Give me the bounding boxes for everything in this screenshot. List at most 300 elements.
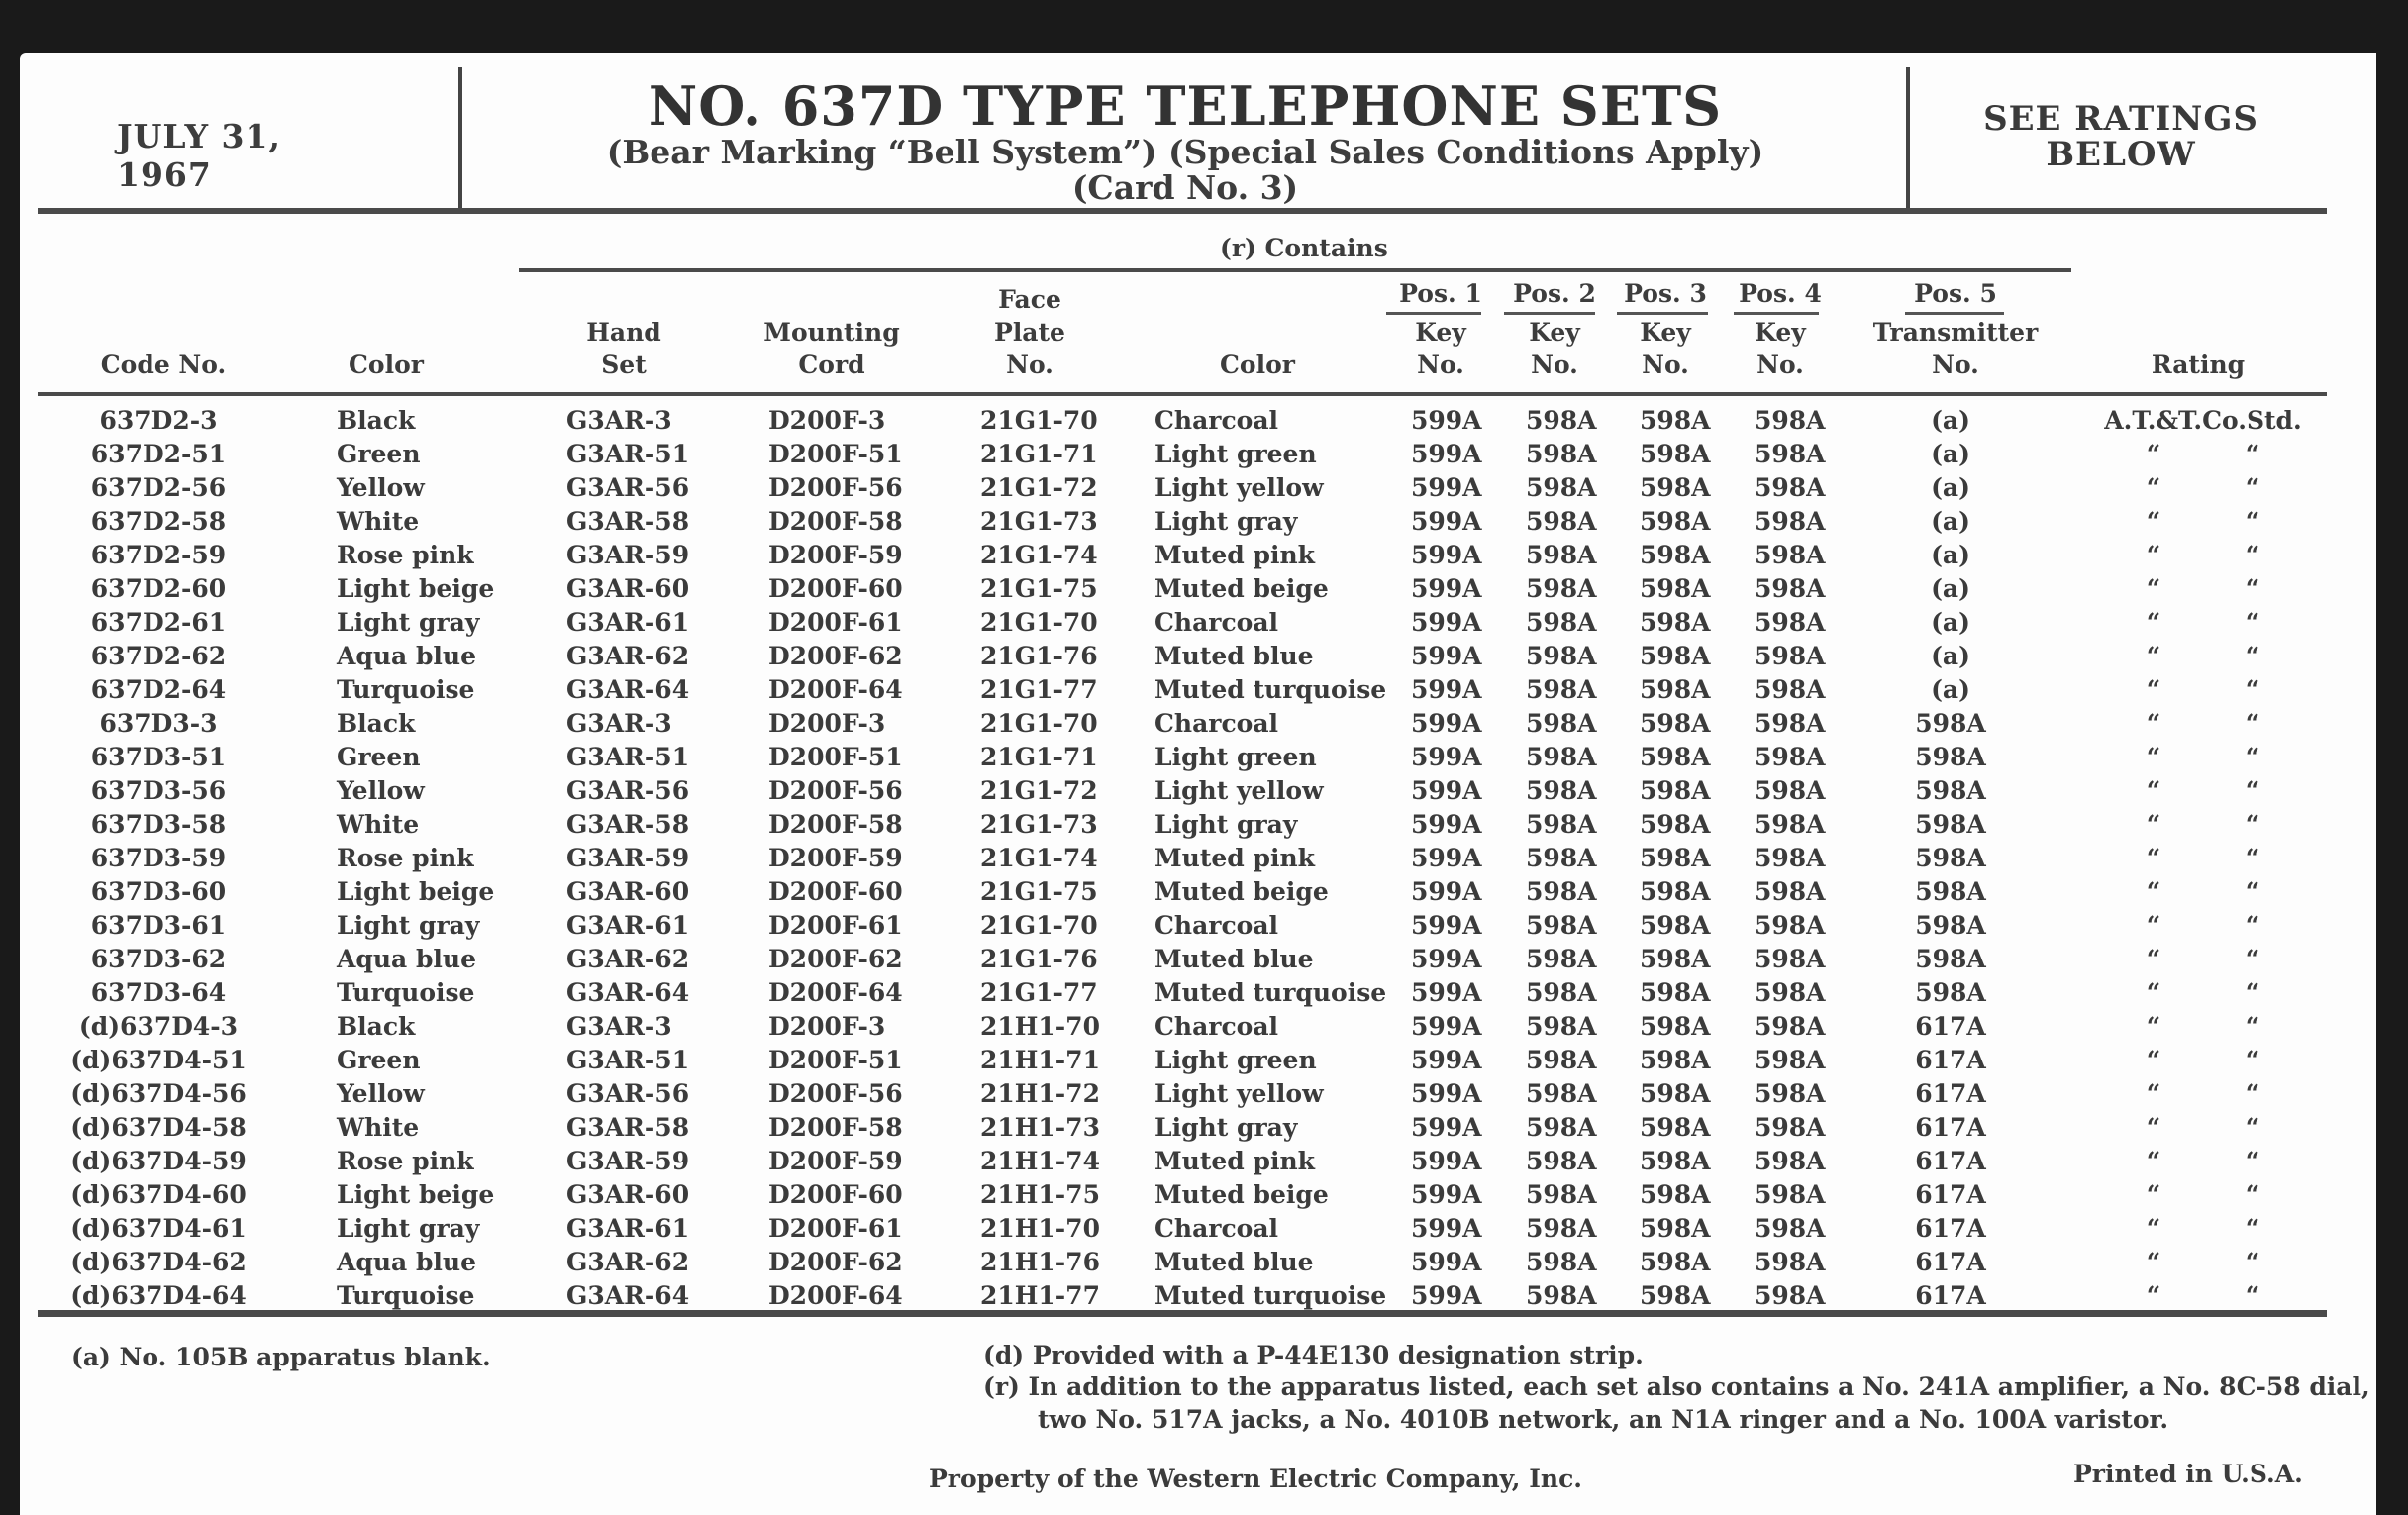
table-row — [0, 1012, 2408, 1046]
cell-pos1-key: 599A — [1411, 574, 1482, 603]
cell-rating — [2089, 877, 2317, 906]
ditto-mark: “ — [2245, 945, 2260, 973]
cell-pos2-key: 598A — [1526, 1147, 1597, 1175]
cell-face-plate-no: 21H1-77 — [980, 1281, 1100, 1310]
ditto-mark: “ — [2245, 1046, 2260, 1074]
ditto-mark: “ — [2146, 1281, 2161, 1310]
cell-code-no: 637D3-60 — [90, 877, 227, 906]
cell-pos1-key: 599A — [1411, 1079, 1482, 1108]
cell-set-color: Green — [337, 1046, 421, 1074]
cell-rating — [2089, 1180, 2317, 1209]
subtitle-line2: (Card No. 3) — [1071, 168, 1299, 207]
cell-mounting-cord: D200F-64 — [768, 978, 903, 1007]
cell-pos2-key: 598A — [1526, 1113, 1597, 1142]
col-header-pos2-label: Pos. 2 — [1513, 279, 1596, 308]
cell-pos1-key: 599A — [1411, 810, 1482, 839]
header-divider-left — [458, 67, 462, 210]
cell-code-no: 637D2-51 — [90, 440, 227, 468]
cell-face-plate-color: Muted blue — [1154, 945, 1314, 973]
cell-pos3-key: 598A — [1640, 1113, 1711, 1142]
cell-pos5-transmitter: 598A — [1915, 945, 1986, 973]
cell-hand-set: G3AR-64 — [566, 675, 690, 704]
cell-pos5-transmitter: 617A — [1915, 1046, 1986, 1074]
col-header-pos5 — [1871, 277, 2040, 381]
cell-pos2-key: 598A — [1526, 574, 1597, 603]
cell-rating — [2089, 1046, 2317, 1074]
cell-face-plate-no: 21G1-75 — [980, 877, 1098, 906]
cell-pos2-key: 598A — [1526, 1180, 1597, 1209]
cell-rating — [2089, 675, 2317, 704]
cell-pos5-transmitter: 617A — [1915, 1147, 1986, 1175]
cell-pos5-transmitter: 617A — [1915, 1113, 1986, 1142]
cell-pos3-key: 598A — [1640, 574, 1711, 603]
col-header-pos3-line3: No. — [1642, 351, 1689, 379]
cell-face-plate-no: 21G1-74 — [980, 844, 1098, 872]
cell-hand-set: G3AR-62 — [566, 642, 690, 670]
cell-face-plate-color: Muted pink — [1154, 844, 1315, 872]
ditto-mark: “ — [2146, 1180, 2161, 1209]
col-header-pos4 — [1731, 277, 1830, 381]
ditto-mark: “ — [2245, 1214, 2260, 1243]
ditto-mark: “ — [2146, 877, 2161, 906]
table-header-rule — [38, 392, 2327, 396]
cell-hand-set: G3AR-62 — [566, 1248, 690, 1276]
cell-pos4-key: 598A — [1755, 776, 1826, 805]
table-row — [0, 877, 2408, 911]
cell-pos5-transmitter: (a) — [1931, 574, 1970, 603]
cell-mounting-cord: D200F-3 — [768, 406, 886, 435]
cell-mounting-cord: D200F-51 — [768, 440, 903, 468]
cell-pos5-transmitter: 598A — [1915, 776, 1986, 805]
cell-set-color: Rose pink — [337, 1147, 474, 1175]
table-bottom-rule — [38, 1310, 2327, 1317]
card-date: JULY 31, 1967 — [117, 117, 281, 194]
cell-pos4-key: 598A — [1755, 743, 1826, 771]
col-header-pos1-label: Pos. 1 — [1399, 279, 1482, 308]
col-header-code-text: Code No. — [100, 351, 227, 379]
cell-face-plate-no: 21G1-70 — [980, 709, 1098, 738]
cell-pos4-key: 598A — [1755, 1113, 1826, 1142]
pos4-rule — [1734, 312, 1819, 315]
cell-face-plate-color: Muted turquoise — [1154, 1281, 1387, 1310]
cell-pos1-key: 599A — [1411, 911, 1482, 940]
cell-hand-set: G3AR-56 — [566, 473, 690, 502]
cell-pos4-key: 598A — [1755, 709, 1826, 738]
col-header-face-color — [1198, 349, 1317, 381]
cell-rating — [2089, 911, 2317, 940]
cell-pos2-key: 598A — [1526, 1012, 1597, 1041]
ditto-mark: “ — [2245, 574, 2260, 603]
cell-hand-set: G3AR-51 — [566, 743, 690, 771]
cell-rating — [2089, 776, 2317, 805]
col-header-rating-text: Rating — [2151, 351, 2246, 379]
cell-code-no: 637D3-58 — [90, 810, 227, 839]
cell-pos1-key: 599A — [1411, 978, 1482, 1007]
table-row — [0, 911, 2408, 945]
cell-set-color: Light beige — [337, 877, 495, 906]
ditto-mark: “ — [2146, 945, 2161, 973]
ditto-mark: “ — [2146, 1012, 2161, 1041]
cell-face-plate-color: Muted pink — [1154, 1147, 1315, 1175]
table-row — [0, 1113, 2408, 1147]
cell-face-plate-color: Charcoal — [1154, 709, 1279, 738]
cell-face-plate-color: Muted blue — [1154, 1248, 1314, 1276]
cell-pos1-key: 599A — [1411, 743, 1482, 771]
cell-pos2-key: 598A — [1526, 406, 1597, 435]
cell-code-no: 637D2-58 — [90, 507, 227, 536]
cell-mounting-cord: D200F-61 — [768, 1214, 903, 1243]
cell-pos4-key: 598A — [1755, 1281, 1826, 1310]
ditto-mark: “ — [2245, 1180, 2260, 1209]
cell-pos3-key: 598A — [1640, 1248, 1711, 1276]
cell-hand-set: G3AR-3 — [566, 1012, 672, 1041]
cell-face-plate-color: Charcoal — [1154, 1012, 1279, 1041]
cell-pos2-key: 598A — [1526, 608, 1597, 637]
cell-pos1-key: 599A — [1411, 406, 1482, 435]
ditto-mark: “ — [2245, 844, 2260, 872]
cell-rating — [2089, 743, 2317, 771]
cell-hand-set: G3AR-3 — [566, 406, 672, 435]
table-row — [0, 1079, 2408, 1113]
cell-code-no: 637D2-3 — [99, 406, 218, 435]
cell-mounting-cord: D200F-51 — [768, 743, 903, 771]
cell-pos3-key: 598A — [1640, 1079, 1711, 1108]
ditto-mark: “ — [2245, 978, 2260, 1007]
cell-pos4-key: 598A — [1755, 675, 1826, 704]
ratings-note-line2: BELOW — [2046, 135, 2196, 174]
cell-pos5-transmitter: 617A — [1915, 1281, 1986, 1310]
cell-pos5-transmitter: 617A — [1915, 1214, 1986, 1243]
cell-code-no: 637D3-62 — [90, 945, 227, 973]
cell-hand-set: G3AR-56 — [566, 776, 690, 805]
cell-mounting-cord: D200F-60 — [768, 877, 903, 906]
col-header-pos3-line2: Key — [1640, 318, 1691, 347]
cell-set-color: Turquoise — [337, 978, 475, 1007]
cell-pos3-key: 598A — [1640, 473, 1711, 502]
cell-pos5-transmitter: (a) — [1931, 608, 1970, 637]
cell-hand-set: G3AR-59 — [566, 1147, 690, 1175]
table-row — [0, 810, 2408, 844]
cell-rating — [2089, 608, 2317, 637]
contains-rule — [519, 268, 2071, 272]
cell-code-no: 637D2-59 — [90, 541, 227, 569]
cell-pos1-key: 599A — [1411, 675, 1482, 704]
cell-pos2-key: 598A — [1526, 541, 1597, 569]
cell-code-no: (d)637D4-64 — [70, 1281, 247, 1310]
cell-rating — [2089, 642, 2317, 670]
cell-code-no: 637D2-61 — [90, 608, 227, 637]
ditto-mark: “ — [2245, 608, 2260, 637]
cell-mounting-cord: D200F-58 — [768, 810, 903, 839]
ditto-mark: “ — [2245, 440, 2260, 468]
cell-rating — [2089, 945, 2317, 973]
cell-pos1-key: 599A — [1411, 642, 1482, 670]
cell-pos5-transmitter: (a) — [1931, 473, 1970, 502]
cell-set-color: Green — [337, 743, 421, 771]
cell-pos2-key: 598A — [1526, 743, 1597, 771]
cell-pos2-key: 598A — [1526, 642, 1597, 670]
cell-pos2-key: 598A — [1526, 1079, 1597, 1108]
cell-face-plate-color: Light green — [1154, 1046, 1317, 1074]
cell-mounting-cord: D200F-3 — [768, 709, 886, 738]
cell-face-plate-color: Muted blue — [1154, 642, 1314, 670]
cell-mounting-cord: D200F-62 — [768, 1248, 903, 1276]
table-row — [0, 507, 2408, 541]
cell-pos3-key: 598A — [1640, 776, 1711, 805]
cell-pos2-key: 598A — [1526, 507, 1597, 536]
table-row — [0, 1248, 2408, 1281]
cell-set-color: Turquoise — [337, 1281, 475, 1310]
cell-pos4-key: 598A — [1755, 877, 1826, 906]
cell-pos4-key: 598A — [1755, 574, 1826, 603]
cell-pos3-key: 598A — [1640, 675, 1711, 704]
cell-set-color: Black — [337, 1012, 416, 1041]
table-row — [0, 642, 2408, 675]
col-header-face-color-text: Color — [1220, 351, 1295, 379]
cell-pos2-key: 598A — [1526, 1281, 1597, 1310]
cell-set-color: White — [337, 1113, 420, 1142]
cell-pos1-key: 599A — [1411, 541, 1482, 569]
cell-code-no: (d)637D4-59 — [70, 1147, 247, 1175]
ditto-mark: “ — [2146, 978, 2161, 1007]
table-row — [0, 608, 2408, 642]
cell-pos2-key: 598A — [1526, 1214, 1597, 1243]
cell-face-plate-color: Muted pink — [1154, 541, 1315, 569]
col-header-pos5-line2: Transmitter — [1872, 318, 2039, 347]
table-row — [0, 440, 2408, 473]
col-header-pos4-line3: No. — [1756, 351, 1804, 379]
cell-face-plate-no: 21H1-73 — [980, 1113, 1100, 1142]
cell-pos4-key: 598A — [1755, 406, 1826, 435]
cell-pos1-key: 599A — [1411, 473, 1482, 502]
cell-rating — [2089, 473, 2317, 502]
cell-pos4-key: 598A — [1755, 1214, 1826, 1243]
cell-face-plate-color: Muted beige — [1154, 574, 1329, 603]
cell-face-plate-no: 21H1-71 — [980, 1046, 1100, 1074]
cell-code-no: 637D2-60 — [90, 574, 227, 603]
cell-pos2-key: 598A — [1526, 709, 1597, 738]
contains-group-label: (r) Contains — [1220, 234, 1388, 262]
ditto-mark: “ — [2245, 1147, 2260, 1175]
cell-pos1-key: 599A — [1411, 877, 1482, 906]
ditto-mark: “ — [2146, 642, 2161, 670]
cell-face-plate-color: Light gray — [1154, 507, 1298, 536]
cell-pos3-key: 598A — [1640, 541, 1711, 569]
cell-pos5-transmitter: 617A — [1915, 1012, 1986, 1041]
cell-pos4-key: 598A — [1755, 1012, 1826, 1041]
cell-pos3-key: 598A — [1640, 440, 1711, 468]
cell-pos2-key: 598A — [1526, 978, 1597, 1007]
ratings-note-line1: SEE RATINGS — [1983, 99, 2258, 139]
cell-pos3-key: 598A — [1640, 608, 1711, 637]
cell-rating — [2089, 810, 2317, 839]
header-rule — [38, 208, 2327, 214]
cell-rating — [2089, 440, 2317, 468]
ditto-mark: “ — [2245, 473, 2260, 502]
cell-pos1-key: 599A — [1411, 844, 1482, 872]
cell-pos3-key: 598A — [1640, 945, 1711, 973]
cell-face-plate-no: 21H1-72 — [980, 1079, 1100, 1108]
cell-pos1-key: 599A — [1411, 507, 1482, 536]
cell-set-color: Black — [337, 406, 416, 435]
cell-pos4-key: 598A — [1755, 911, 1826, 940]
cell-rating — [2089, 1214, 2317, 1243]
cell-rating — [2089, 507, 2317, 536]
cell-set-color: Aqua blue — [337, 1248, 477, 1276]
cell-set-color: Green — [337, 440, 421, 468]
cell-pos3-key: 598A — [1640, 709, 1711, 738]
cell-code-no: (d)637D4-3 — [78, 1012, 239, 1041]
cell-code-no: 637D3-64 — [90, 978, 227, 1007]
cell-pos3-key: 598A — [1640, 844, 1711, 872]
cell-pos4-key: 598A — [1755, 473, 1826, 502]
cell-pos1-key: 599A — [1411, 1214, 1482, 1243]
cell-face-plate-no: 21G1-71 — [980, 440, 1098, 468]
cell-hand-set: G3AR-51 — [566, 1046, 690, 1074]
cell-rating — [2089, 1147, 2317, 1175]
col-header-code — [69, 349, 257, 381]
cell-pos4-key: 598A — [1755, 507, 1826, 536]
table-row — [0, 743, 2408, 776]
cell-face-plate-no: 21G1-72 — [980, 776, 1098, 805]
cell-set-color: Light gray — [337, 1214, 480, 1243]
cell-mounting-cord: D200F-62 — [768, 945, 903, 973]
cell-face-plate-color: Charcoal — [1154, 911, 1279, 940]
cell-face-plate-color: Light yellow — [1154, 1079, 1324, 1108]
cell-mounting-cord: D200F-56 — [768, 776, 903, 805]
cell-pos4-key: 598A — [1755, 978, 1826, 1007]
cell-face-plate-color: Light yellow — [1154, 473, 1324, 502]
ditto-mark: “ — [2245, 776, 2260, 805]
ditto-mark: “ — [2146, 675, 2161, 704]
cell-set-color: Turquoise — [337, 675, 475, 704]
ditto-mark: “ — [2146, 743, 2161, 771]
cell-pos4-key: 598A — [1755, 541, 1826, 569]
cell-code-no: (d)637D4-60 — [70, 1180, 247, 1209]
cell-set-color: Rose pink — [337, 844, 474, 872]
cell-set-color: Light gray — [337, 608, 480, 637]
cell-pos5-transmitter: 617A — [1915, 1079, 1986, 1108]
cell-code-no: 637D3-56 — [90, 776, 227, 805]
table-row — [0, 406, 2408, 440]
cell-pos5-transmitter: 598A — [1915, 810, 1986, 839]
cell-mounting-cord: D200F-58 — [768, 507, 903, 536]
cell-pos3-key: 598A — [1640, 1180, 1711, 1209]
cell-face-plate-no: 21H1-70 — [980, 1012, 1100, 1041]
ditto-mark: “ — [2146, 1248, 2161, 1276]
cell-hand-set: G3AR-3 — [566, 709, 672, 738]
table-row — [0, 1147, 2408, 1180]
cell-face-plate-color: Muted turquoise — [1154, 675, 1387, 704]
cell-pos2-key: 598A — [1526, 945, 1597, 973]
cell-pos5-transmitter: 598A — [1915, 911, 1986, 940]
cell-pos1-key: 599A — [1411, 1281, 1482, 1310]
cell-pos3-key: 598A — [1640, 1214, 1711, 1243]
cell-hand-set: G3AR-64 — [566, 1281, 690, 1310]
cell-code-no: 637D2-56 — [90, 473, 227, 502]
cell-pos2-key: 598A — [1526, 844, 1597, 872]
cell-rating — [2089, 844, 2317, 872]
col-header-mounting-cord-line1: Mounting — [763, 318, 900, 347]
cell-pos2-key: 598A — [1526, 675, 1597, 704]
cell-pos3-key: 598A — [1640, 877, 1711, 906]
ditto-mark: “ — [2245, 911, 2260, 940]
col-header-pos4-label: Pos. 4 — [1739, 279, 1822, 308]
cell-pos2-key: 598A — [1526, 1248, 1597, 1276]
cell-face-plate-no: 21G1-70 — [980, 406, 1098, 435]
cell-code-no: (d)637D4-61 — [70, 1214, 247, 1243]
col-header-face-plate-line1: Face — [998, 285, 1061, 314]
ditto-mark: “ — [2146, 507, 2161, 536]
ditto-mark: “ — [2245, 709, 2260, 738]
cell-pos5-transmitter: 617A — [1915, 1248, 1986, 1276]
cell-code-no: (d)637D4-58 — [70, 1113, 247, 1142]
ditto-mark: “ — [2245, 642, 2260, 670]
cell-set-color: Light beige — [337, 1180, 495, 1209]
cell-hand-set: G3AR-60 — [566, 877, 690, 906]
footnote-r-line1: (r) In addition to the apparatus listed, each set also contains a No. 241A amplifier, a No. 8C-58 dial, — [983, 1372, 2370, 1401]
cell-pos3-key: 598A — [1640, 1046, 1711, 1074]
footnote-a: (a) No. 105B apparatus blank. — [71, 1343, 491, 1371]
ditto-mark: “ — [2146, 709, 2161, 738]
ditto-mark: “ — [2146, 1214, 2161, 1243]
parts-table-body — [0, 406, 2408, 1315]
cell-hand-set: G3AR-61 — [566, 1214, 690, 1243]
cell-pos3-key: 598A — [1640, 1281, 1711, 1310]
cell-hand-set: G3AR-60 — [566, 1180, 690, 1209]
cell-hand-set: G3AR-64 — [566, 978, 690, 1007]
cell-pos4-key: 598A — [1755, 608, 1826, 637]
header-divider-right — [1906, 67, 1910, 210]
table-row — [0, 541, 2408, 574]
cell-mounting-cord: D200F-64 — [768, 1281, 903, 1310]
pos3-rule — [1617, 312, 1708, 315]
cell-mounting-cord: D200F-61 — [768, 608, 903, 637]
cell-face-plate-color: Light green — [1154, 440, 1317, 468]
ditto-mark: “ — [2245, 1079, 2260, 1108]
cell-mounting-cord: D200F-59 — [768, 541, 903, 569]
cell-face-plate-no: 21G1-71 — [980, 743, 1098, 771]
cell-face-plate-no: 21G1-75 — [980, 574, 1098, 603]
cell-mounting-cord: D200F-64 — [768, 675, 903, 704]
page-title: NO. 637D TYPE TELEPHONE SETS — [648, 74, 1723, 138]
cell-pos4-key: 598A — [1755, 1180, 1826, 1209]
col-header-face-plate-line3: No. — [1006, 351, 1054, 379]
cell-face-plate-no: 21H1-74 — [980, 1147, 1100, 1175]
ditto-mark: “ — [2146, 1113, 2161, 1142]
cell-pos2-key: 598A — [1526, 776, 1597, 805]
cell-pos3-key: 598A — [1640, 642, 1711, 670]
cell-pos5-transmitter: (a) — [1931, 642, 1970, 670]
cell-pos2-key: 598A — [1526, 911, 1597, 940]
cell-mounting-cord: D200F-60 — [768, 1180, 903, 1209]
ditto-mark: “ — [2245, 877, 2260, 906]
cell-pos5-transmitter: 598A — [1915, 978, 1986, 1007]
ditto-mark: “ — [2146, 776, 2161, 805]
subtitle-line1: (Bear Marking “Bell System”) (Special Sales Conditions Apply) — [606, 133, 1764, 171]
cell-pos4-key: 598A — [1755, 1079, 1826, 1108]
cell-hand-set: G3AR-58 — [566, 1113, 690, 1142]
cell-set-color: Black — [337, 709, 416, 738]
cell-hand-set: G3AR-59 — [566, 844, 690, 872]
cell-set-color: Aqua blue — [337, 945, 477, 973]
col-header-hand-set-line2: Set — [601, 351, 647, 379]
cell-face-plate-color: Light gray — [1154, 810, 1298, 839]
cell-set-color: Yellow — [337, 473, 425, 502]
cell-pos4-key: 598A — [1755, 810, 1826, 839]
footer-property: Property of the Western Electric Company, Inc. — [929, 1464, 1583, 1493]
cell-mounting-cord: D200F-62 — [768, 642, 903, 670]
